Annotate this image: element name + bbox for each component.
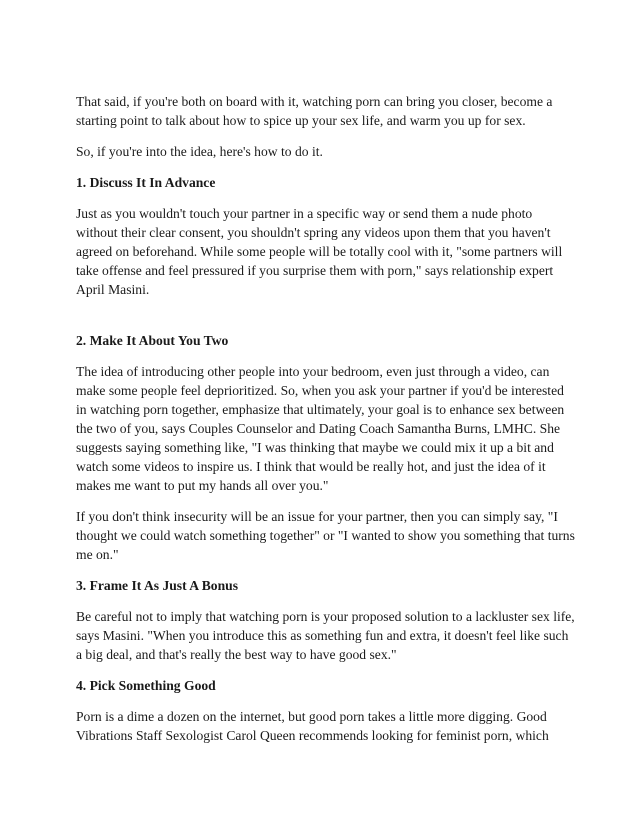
section-3-paragraph-1: Be careful not to imply that watching porn is your proposed solution to a lackluster sex life, says Masini. "When you introduce this as something fun and extra, it doesn't feel like such a big deal, and that's really the best way to have good sex." [76, 609, 575, 662]
intro-paragraph-2: So, if you're into the idea, here's how to do it. [76, 144, 323, 159]
section-heading-4: 4. Pick Something Good [76, 678, 216, 693]
section-2-paragraph-2: If you don't think insecurity will be an issue for your partner, then you can simply say, "I thought we could watch something together" or "I wanted to show you something that turns me on." [76, 509, 575, 562]
section-heading-2: 2. Make It About You Two [76, 333, 229, 348]
section-heading-3: 3. Frame It As Just A Bonus [76, 578, 239, 593]
section-1-paragraph-1: Just as you wouldn't touch your partner in a specific way or send them a nude photo without their clear consent, you shouldn't spring any videos upon them that you haven't agreed on beforehand. While some people will be totally cool with it, "some partners will take offense and feel pressured if you surprise them with porn," says relationship expert April Masini. [76, 206, 563, 297]
intro-paragraph-1: That said, if you're both on board with it, watching porn can bring you closer, become a starting point to talk about how to spice up your sex life, and warm you up for sex. [76, 94, 553, 128]
document-page [76, 92, 576, 745]
section-2-paragraph-1: The idea of introducing other people into your bedroom, even just through a video, can make some people feel deprioritized. So, when you ask your partner if you'd be interested in watching porn together, emphasize that ultimately, your goal is to enhance sex between the two of you, says Couples Counselor and Dating Coach Samantha Burns, LMHC. She suggests saying something like, "I was thinking that maybe we could mix it up a bit and watch some videos to inspire us. I think that would be really hot, and just the idea of it makes me want to put my hands all over you." [76, 364, 565, 493]
section-heading-1: 1. Discuss It In Advance [76, 175, 216, 190]
section-4-paragraph-1: Porn is a dime a dozen on the internet, but good porn takes a little more digging. Good Vibrations Staff Sexologist Carol Queen recommends looking for feminist porn, which [76, 709, 549, 743]
